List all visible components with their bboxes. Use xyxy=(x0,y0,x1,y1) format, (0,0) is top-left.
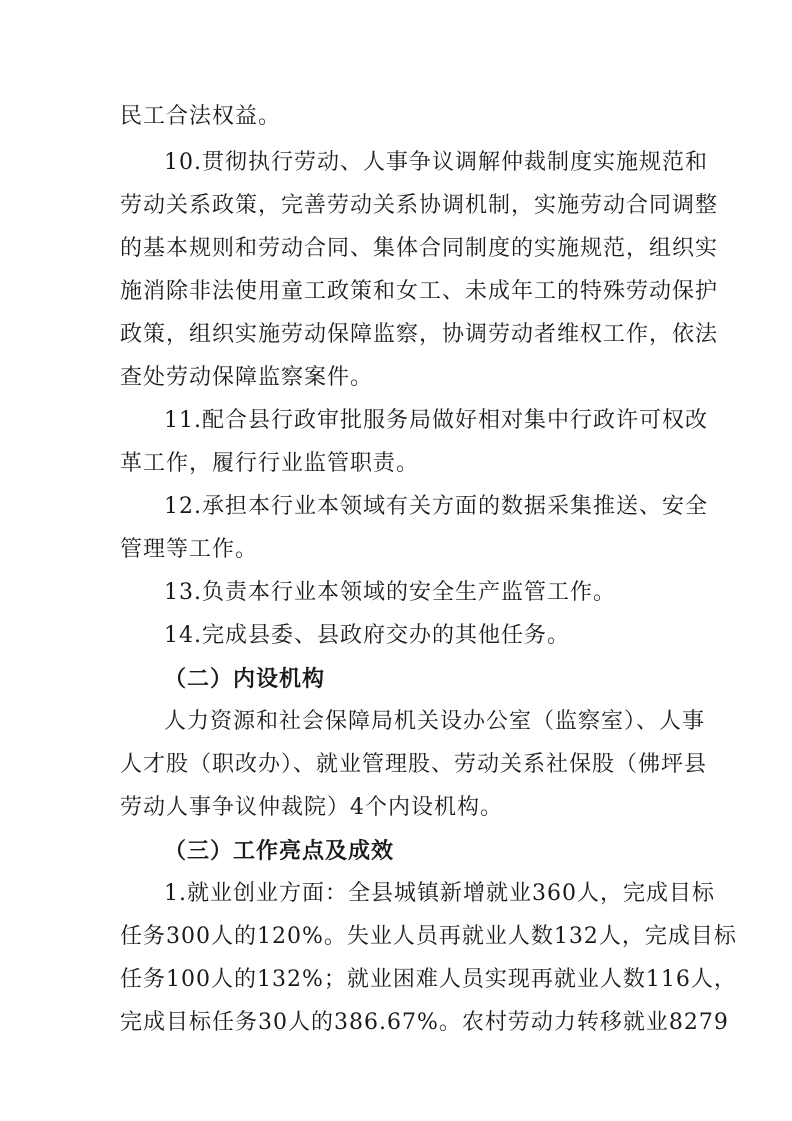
text-line: 人力资源和社会保障局机关设办公室（监察室）、人事 xyxy=(164,709,706,734)
text-line: 施消除非法使用童工政策和女工、未成年工的特殊劳动保护 xyxy=(120,279,719,304)
text-line: 劳动人事争议仲裁院）4个内设机构。 xyxy=(120,795,503,820)
text-line: 13.负责本行业本领域的安全生产监管工作。 xyxy=(164,580,616,605)
text-line: 完成目标任务30人的386.67%。农村劳动力转移就业8279 xyxy=(120,1010,729,1035)
section-heading: （三）工作亮点及成效 xyxy=(164,838,395,864)
section-heading: （二）内设机构 xyxy=(164,666,326,692)
text-line: 革工作，履行行业监管职责。 xyxy=(120,451,420,476)
text-line: 12.承担本行业本领域有关方面的数据采集推送、安全 xyxy=(164,494,708,519)
text-line: 的基本规则和劳动合同、集体合同制度的实施规范，组织实 xyxy=(120,236,719,261)
text-line: 14.完成县委、县政府交办的其他任务。 xyxy=(164,623,570,648)
text-line: 11.配合县行政审批服务局做好相对集中行政许可权改 xyxy=(164,408,708,433)
text-line: 政策，组织实施劳动保障监察，协调劳动者维权工作，依法 xyxy=(120,322,719,347)
text-line: 10.贯彻执行劳动、人事争议调解仲裁制度实施规范和 xyxy=(164,150,708,175)
text-line: 任务100人的132%；就业困难人员实现再就业人数116人， xyxy=(120,967,737,992)
text-line: 管理等工作。 xyxy=(120,537,259,562)
text-line: 民工合法权益。 xyxy=(120,104,282,129)
text-line: 1.就业创业方面：全县城镇新增就业360人，完成目标 xyxy=(164,881,715,906)
text-line: 人才股（职改办）、就业管理股、劳动关系社保股（佛坪县 xyxy=(120,752,708,777)
text-line: 任务300人的120%。失业人员再就业人数132人，完成目标 xyxy=(120,924,737,949)
text-line: 查处劳动保障监察案件。 xyxy=(120,365,374,390)
text-line: 劳动关系政策，完善劳动关系协调机制，实施劳动合同调整 xyxy=(120,193,719,218)
